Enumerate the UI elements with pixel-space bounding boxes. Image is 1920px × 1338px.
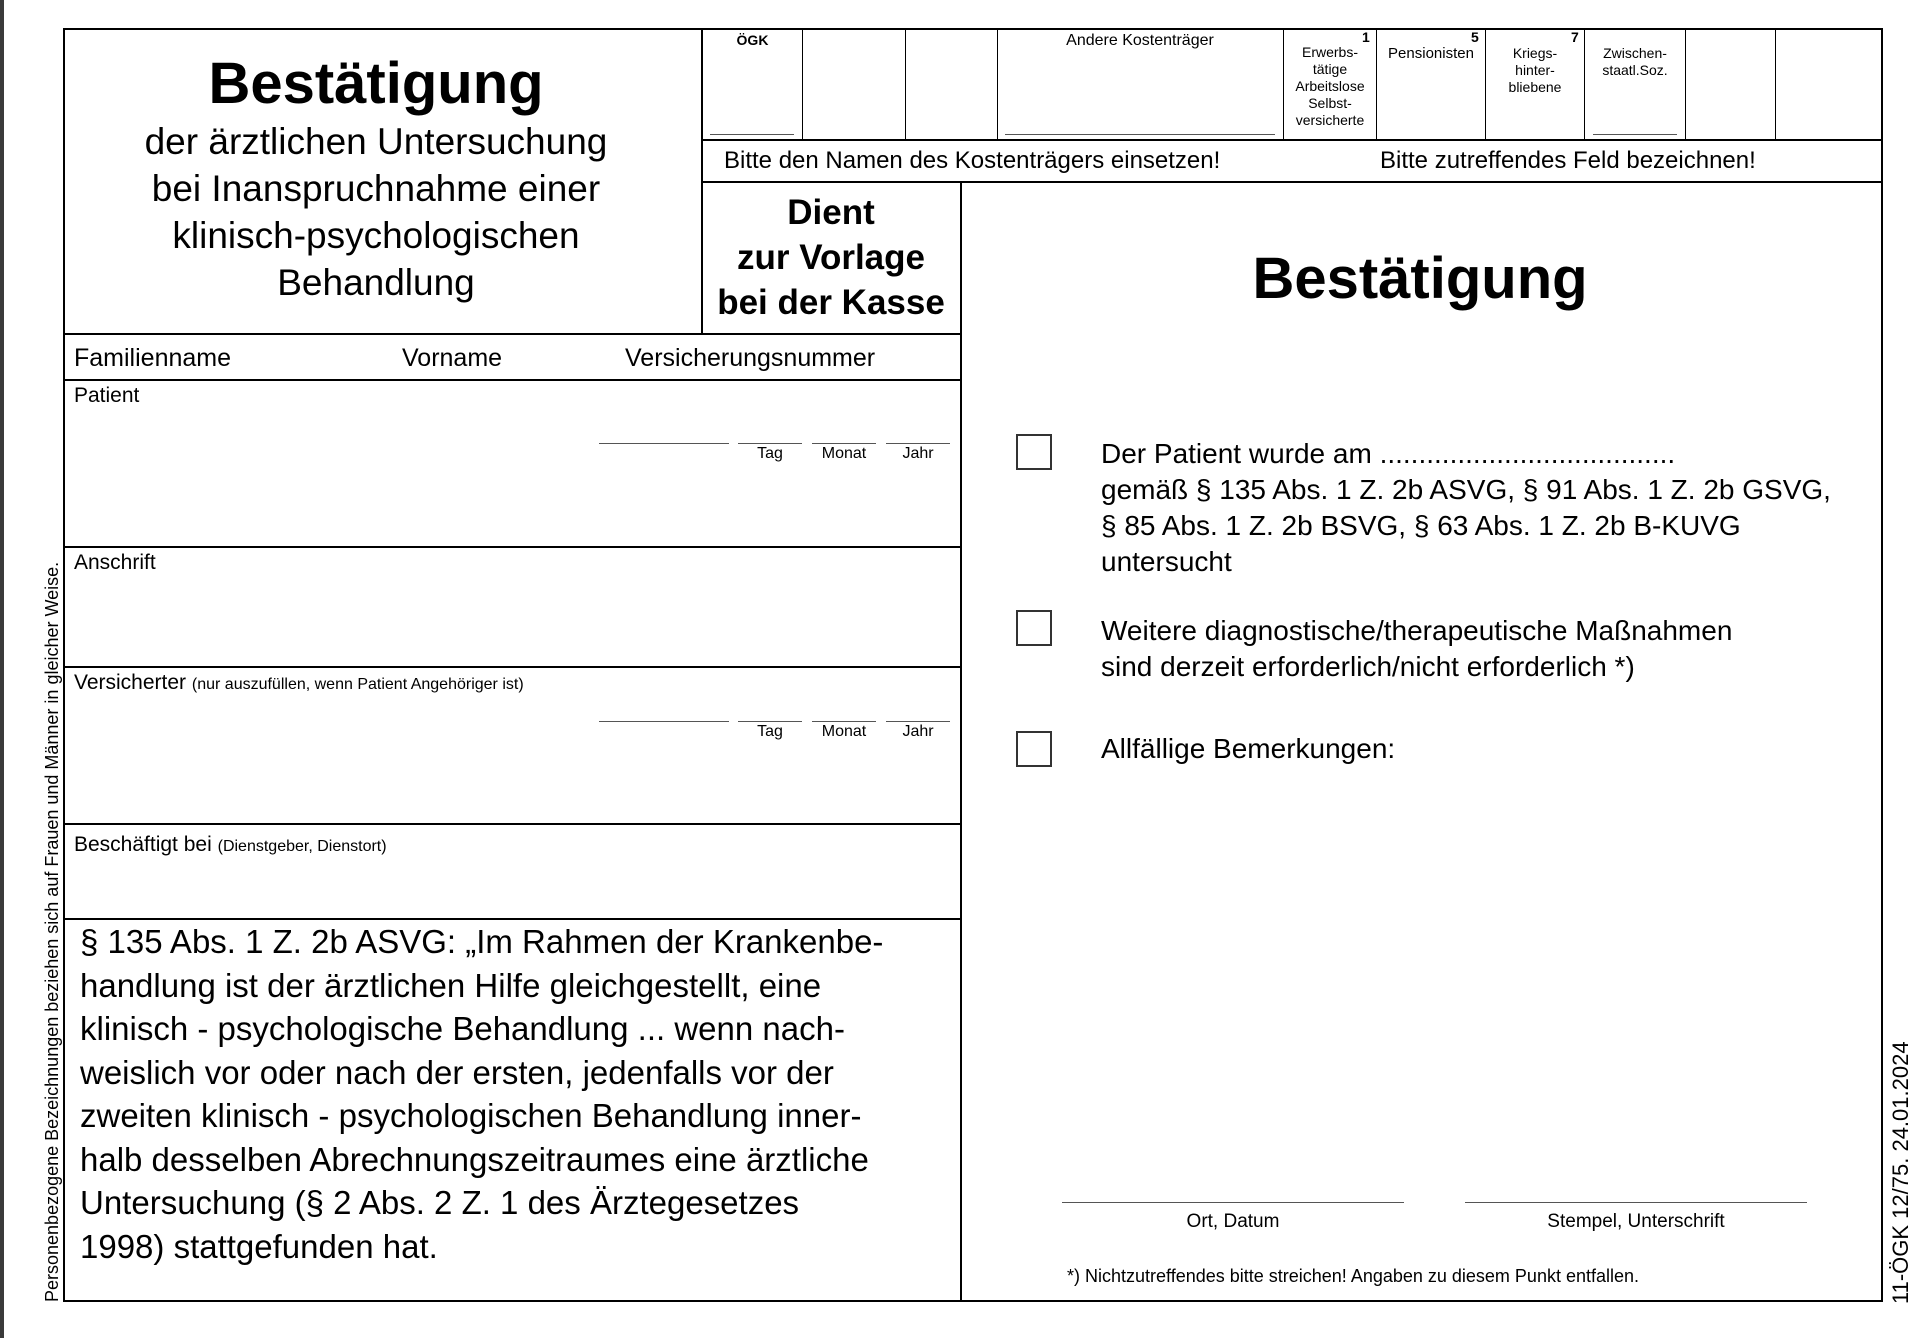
checklist-line: untersucht xyxy=(1101,546,1232,577)
grid-line xyxy=(1685,28,1686,139)
zwischenstaatl-write-line[interactable] xyxy=(1593,134,1677,135)
footnote: *) Nichtzutreffendes bitte streichen! Angaben zu diesem Punkt entfallen. xyxy=(1067,1266,1640,1286)
versicherter-tag-label: Tag xyxy=(757,723,783,740)
instruction-left: Bitte den Namen des Kostenträgers einsetzen! xyxy=(724,147,1221,174)
checklist-line: Weitere diagnostische/therapeutische Maßnahmen xyxy=(1101,615,1733,646)
andere-kostentraeger-label: Andere Kostenträger xyxy=(1066,32,1214,49)
divider-versicherter-bottom xyxy=(63,823,961,825)
patient-monat-label: Monat xyxy=(821,445,867,462)
legal-line: halb desselben Abrechnungszeitraumes eine ärztliche xyxy=(80,1140,869,1178)
patient-jahr-label: Jahr xyxy=(902,445,934,462)
erwerbstaetige-line: Selbst- xyxy=(1308,95,1352,111)
checklist-line: sind derzeit erforderlich/nicht erforderlich *) xyxy=(1101,651,1635,682)
checkbox-massnahmen[interactable] xyxy=(1016,610,1052,646)
versicherter-label-text: Versicherter xyxy=(74,671,187,694)
checklist-line: gemäß § 135 Abs. 1 Z. 2b ASVG, § 91 Abs. 1 Z. 2b GSVG, xyxy=(1101,474,1831,505)
divider-insurer-bottom xyxy=(701,139,1883,141)
versicherter-note: (nur auszufüllen, wenn Patient Angehöriger ist) xyxy=(191,676,524,693)
subtitle-line-2: bei Inanspruchnahme einer xyxy=(151,168,601,209)
beschaeftigt-label-text: Beschäftigt bei xyxy=(74,833,212,856)
anschrift-field[interactable] xyxy=(68,578,954,662)
checklist-item-massnahmen xyxy=(1101,613,1732,685)
divider-columns-bottom xyxy=(63,379,961,381)
legal-line: Untersuchung (§ 2 Abs. 2 Z. 1 des Ärztegesetzes xyxy=(80,1184,800,1221)
zwischenstaatl-cell[interactable] xyxy=(1585,45,1685,79)
andere-kostentraeger-write-line[interactable] xyxy=(1005,134,1275,135)
checklist-item-untersucht xyxy=(1101,436,1831,580)
column-vorname: Vorname xyxy=(402,344,503,372)
versicherter-jahr-line[interactable] xyxy=(886,721,950,722)
erwerbstaetige-line: Erwerbs- xyxy=(1301,44,1358,60)
oegk-write-line[interactable] xyxy=(710,134,794,135)
form-subtitle xyxy=(106,118,646,306)
dient-line: bei der Kasse xyxy=(717,283,945,322)
patient-jahr-line[interactable] xyxy=(886,443,950,444)
pensionisten-number: 5 xyxy=(1471,29,1479,45)
patient-name-field[interactable] xyxy=(68,410,588,542)
legal-line: handlung ist der ärztlichen Hilfe gleichgestellt, eine xyxy=(80,966,822,1004)
patient-tag-label: Tag xyxy=(757,445,783,462)
checklist-line: Allfällige Bemerkungen: xyxy=(1101,733,1396,764)
column-versicherungsnummer: Versicherungsnummer xyxy=(625,344,876,372)
ort-datum-line[interactable] xyxy=(1062,1202,1404,1203)
erwerbstaetige-line: versicherte xyxy=(1295,112,1365,128)
erwerbstaetige-line: tätige xyxy=(1312,61,1348,77)
legal-line: weislich vor oder nach der ersten, jedenfalls vor der xyxy=(80,1053,834,1091)
legal-line: zweiten klinisch - psychologischen Behandlung inner- xyxy=(80,1097,862,1134)
legal-paragraph xyxy=(80,920,912,1268)
zwischenstaatl-line: staatl.Soz. xyxy=(1602,62,1668,78)
dient-line: Dient xyxy=(787,193,875,232)
side-note-left: Personenbezogene Bezeichnungen beziehen sich auf Frauen und Männer in gleicher Weise. xyxy=(42,561,62,1302)
versicherter-monat-label: Monat xyxy=(821,723,867,740)
window-edge xyxy=(0,0,4,1338)
instruction-right: Bitte zutreffendes Feld bezeichnen! xyxy=(1380,147,1756,174)
dient-line: zur Vorlage xyxy=(736,238,925,277)
stempel-line[interactable] xyxy=(1465,1202,1807,1203)
column-familienname: Familienname xyxy=(74,344,232,372)
versicherter-name-field[interactable] xyxy=(68,700,588,818)
checkbox-bemerkungen[interactable] xyxy=(1016,731,1052,767)
grid-line xyxy=(905,28,906,139)
ort-datum-label: Ort, Datum xyxy=(1186,1211,1280,1232)
stempel-label: Stempel, Unterschrift xyxy=(1547,1211,1725,1232)
erwerbstaetige-line: Arbeitslose xyxy=(1295,78,1365,94)
patient-monat-line[interactable] xyxy=(812,443,876,444)
divider-main-vertical xyxy=(960,181,962,1302)
checklist-item-bemerkungen xyxy=(1101,731,1395,767)
versicherter-label xyxy=(74,671,524,695)
form-title: Bestätigung xyxy=(208,51,544,116)
dient-zur-vorlage xyxy=(703,190,959,325)
beschaeftigt-note: (Dienstgeber, Dienstort) xyxy=(217,838,387,855)
grid-line xyxy=(802,28,803,139)
kriegshinterbliebene-line: bliebene xyxy=(1508,79,1562,95)
checklist-line: § 85 Abs. 1 Z. 2b BSVG, § 63 Abs. 1 Z. 2b B-KUVG xyxy=(1101,510,1741,541)
kriegshinterbliebene-line: Kriegs- xyxy=(1512,45,1558,61)
zwischenstaatl-line: Zwischen- xyxy=(1603,45,1667,61)
grid-line xyxy=(1775,28,1776,139)
kriegshinterbliebene-number: 7 xyxy=(1571,29,1579,45)
patient-label: Patient xyxy=(74,384,140,407)
subtitle-line-1: der ärztlichen Untersuchung xyxy=(144,121,608,162)
checkbox-untersucht[interactable] xyxy=(1016,434,1052,470)
subtitle-line-4: Behandlung xyxy=(277,262,475,303)
pensionisten-cell[interactable]: Pensionisten xyxy=(1388,45,1474,62)
versicherter-jahr-label: Jahr xyxy=(902,723,934,740)
checklist-line: Der Patient wurde am ...................................... xyxy=(1101,438,1676,469)
divider-patient-bottom xyxy=(63,546,961,548)
legal-line: klinisch - psychologische Behandlung ... wenn nach- xyxy=(80,1010,845,1047)
patient-versnr-line[interactable] xyxy=(599,443,729,444)
subtitle-line-3: klinisch-psychologischen xyxy=(172,215,580,256)
patient-tag-line[interactable] xyxy=(738,443,802,444)
beschaeftigt-label xyxy=(74,833,387,857)
kriegshinterbliebene-line: hinter- xyxy=(1515,62,1555,78)
bemerkungen-field[interactable] xyxy=(1101,775,1861,1175)
legal-line: § 135 Abs. 1 Z. 2b ASVG: „Im Rahmen der Krankenbe- xyxy=(80,923,884,960)
anschrift-label: Anschrift xyxy=(74,551,156,574)
divider-anschrift-bottom xyxy=(63,666,961,668)
versicherter-monat-line[interactable] xyxy=(812,721,876,722)
erwerbstaetige-cell[interactable] xyxy=(1284,44,1376,129)
divider-instruction-bottom xyxy=(701,181,1883,183)
divider-title-bottom xyxy=(63,333,961,335)
form-number: 11-ÖGK 12/75. 24.01.2024 xyxy=(1888,1041,1913,1304)
kriegshinterbliebene-cell[interactable] xyxy=(1486,45,1584,96)
versicherter-tag-line[interactable] xyxy=(738,721,802,722)
legal-line: 1998) stattgefunden hat. xyxy=(80,1227,438,1265)
versicherter-versnr-line[interactable] xyxy=(599,721,729,722)
oegk-label: ÖGK xyxy=(736,32,769,48)
erwerbstaetige-number: 1 xyxy=(1362,29,1370,45)
confirmation-title: Bestätigung xyxy=(1252,246,1588,311)
beschaeftigt-field[interactable] xyxy=(68,860,954,914)
